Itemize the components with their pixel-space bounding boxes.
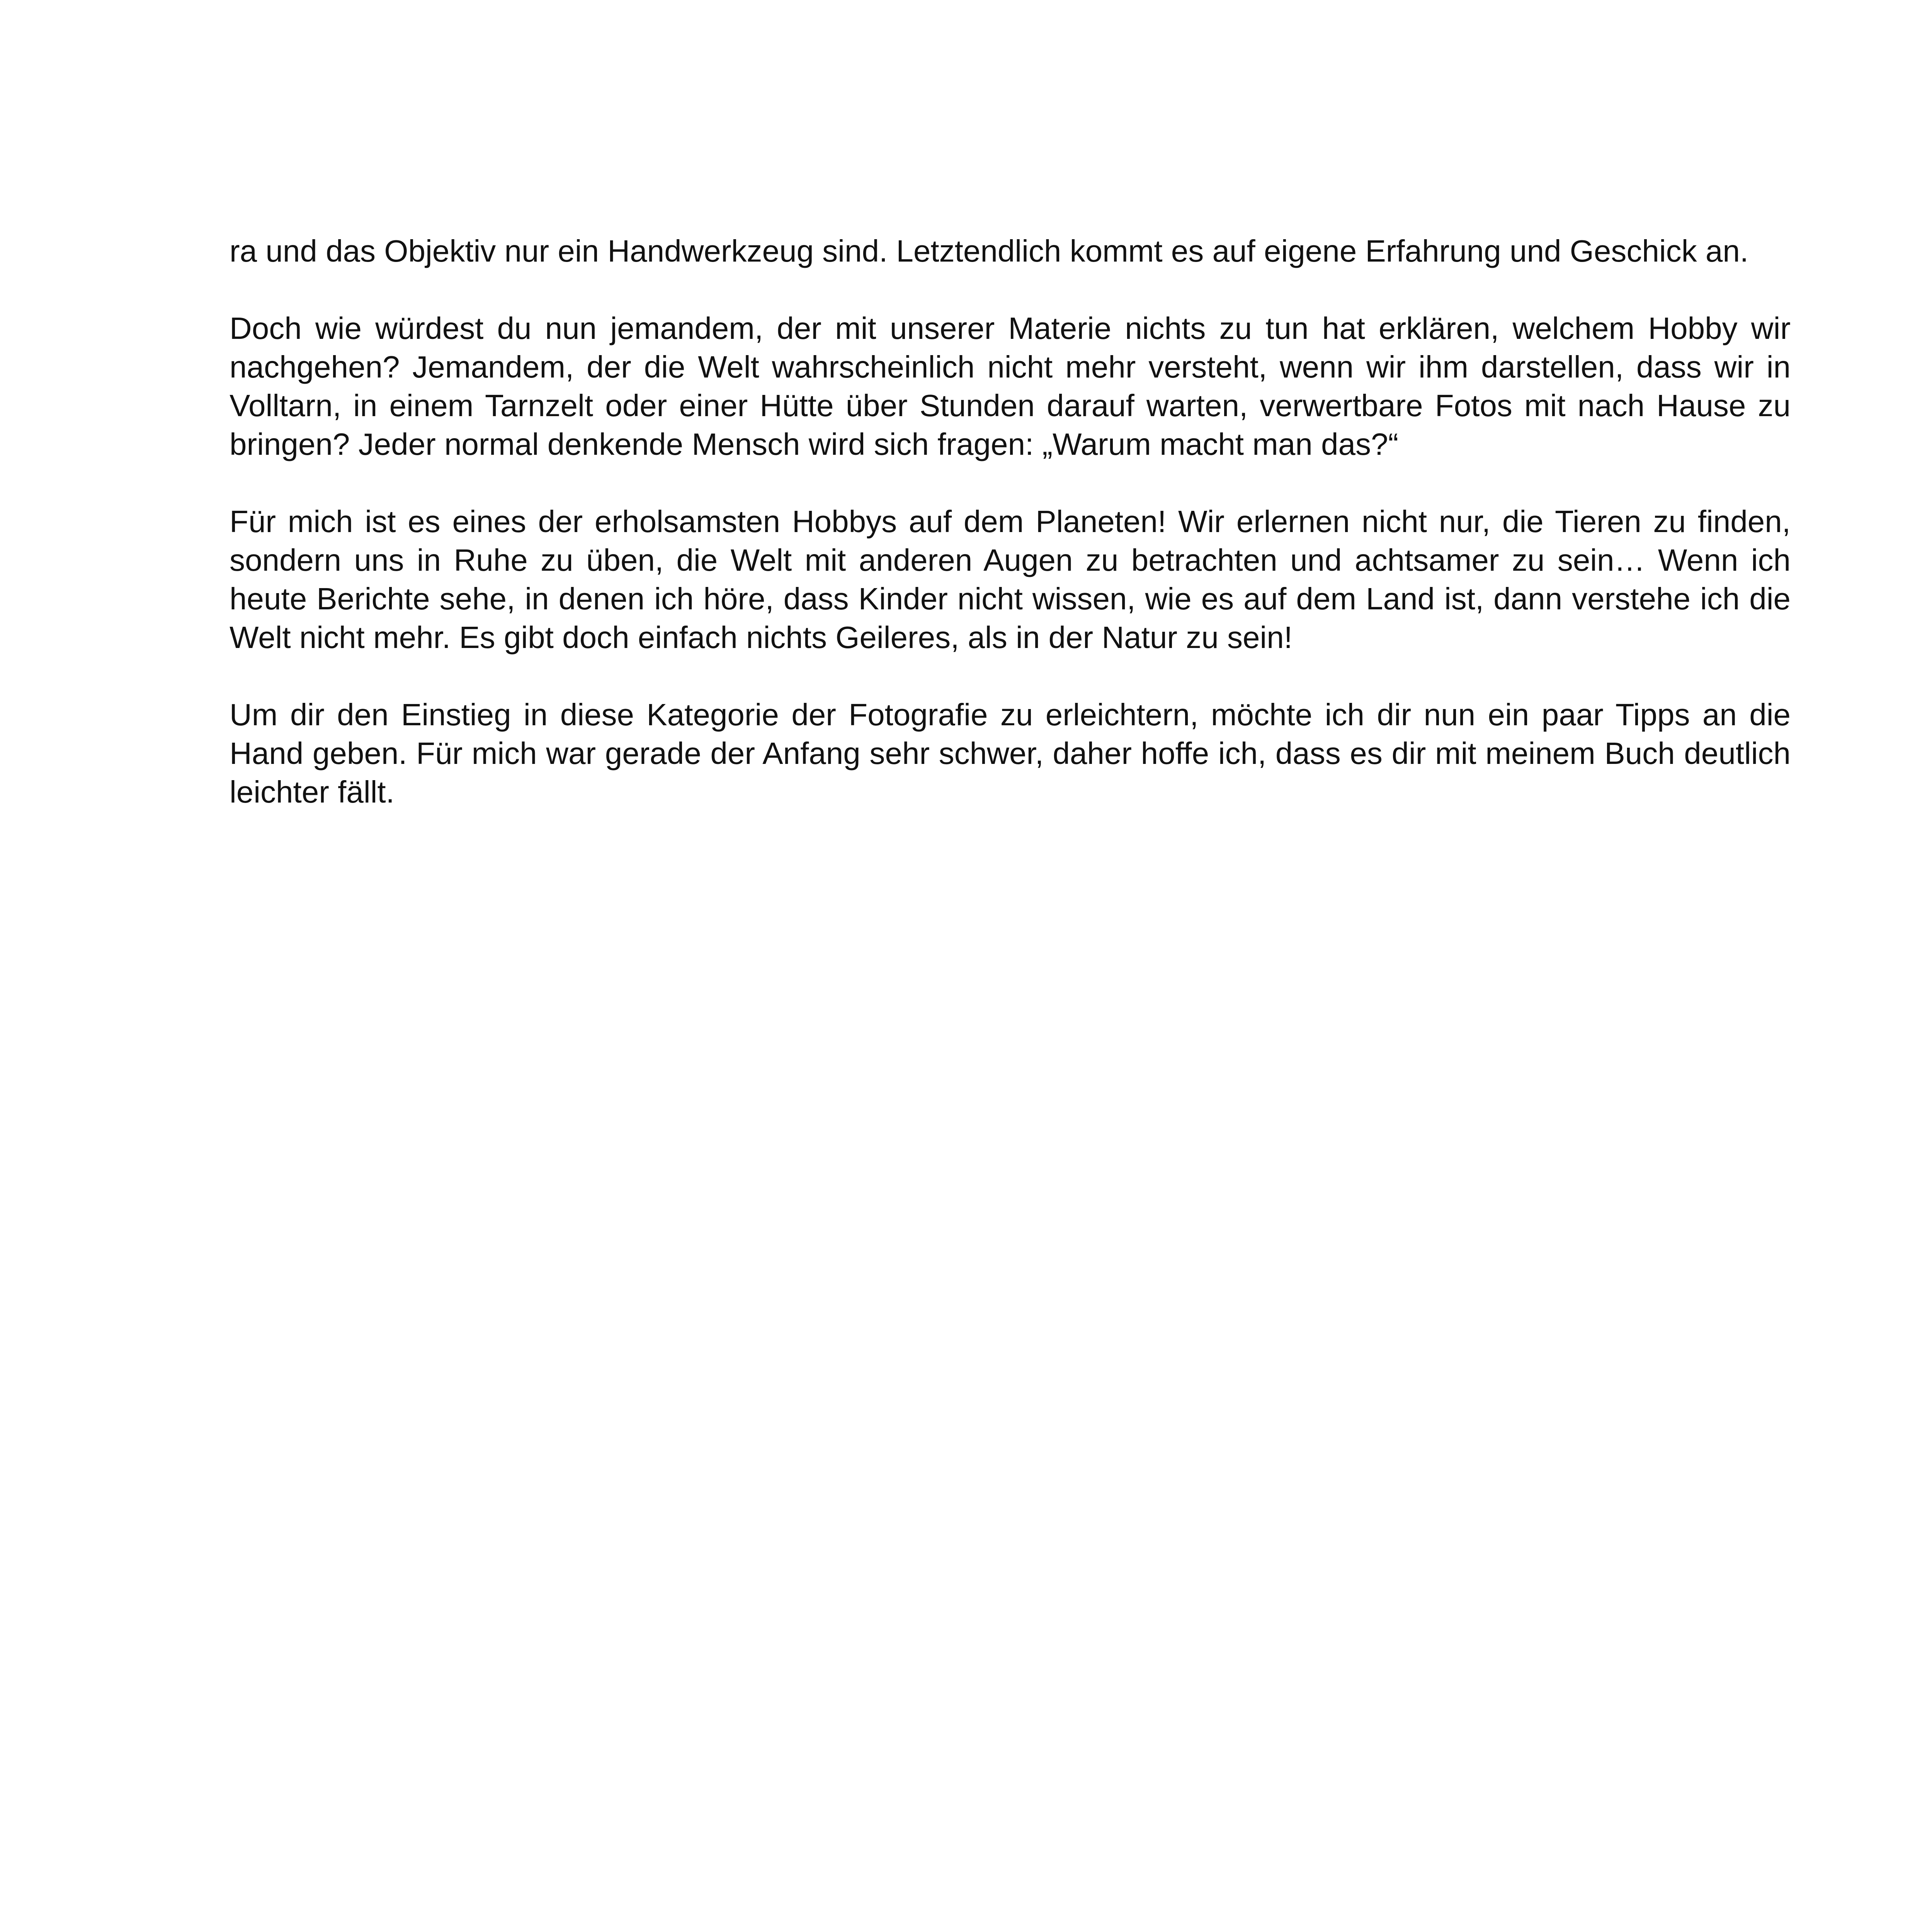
- paragraph: Doch wie würdest du nun jemandem, der mit unserer Materie nichts zu tun hat erklären, welchem Hobby wir nachgehen? Jemandem, der die Welt wahrscheinlich nicht mehr versteht, wenn wir ihm darstellen, dass wir in Volltarn, in einem Tarnzelt oder einer Hütte über Stunden darauf warten, verwertbare Fotos mit nach Hause zu bringen? Jeder normal denkende Mensch wird sich fragen: „Warum macht man das?“: [230, 311, 1791, 461]
- paragraph: ra und das Objektiv nur ein Handwerkzeug sind. Letztendlich kommt es auf eigene Erfahrung und Geschick an.: [230, 234, 1749, 268]
- paragraph: Für mich ist es eines der erholsamsten Hobbys auf dem Planeten! Wir erlernen nicht nur, die Tieren zu finden, sondern uns in Ruhe zu üben, die Welt mit anderen Augen zu betrachten und achtsamer zu sein… Wenn ich heute Berichte sehe, in denen ich höre, dass Kinder nicht wissen, wie es auf dem Land ist, dann verstehe ich die Welt nicht mehr. Es gibt doch einfach nichts Geileres, als in der Natur zu sein!: [230, 504, 1791, 655]
- paragraph: Um dir den Einstieg in diese Kategorie der Fotografie zu erleichtern, möchte ich dir nun ein paar Tipps an die Hand geben. Für mich war gerade der Anfang sehr schwer, daher hoffe ich, dass es dir mit meinem Buch deutlich leichter fällt.: [230, 697, 1791, 809]
- body-text: [230, 232, 1791, 811]
